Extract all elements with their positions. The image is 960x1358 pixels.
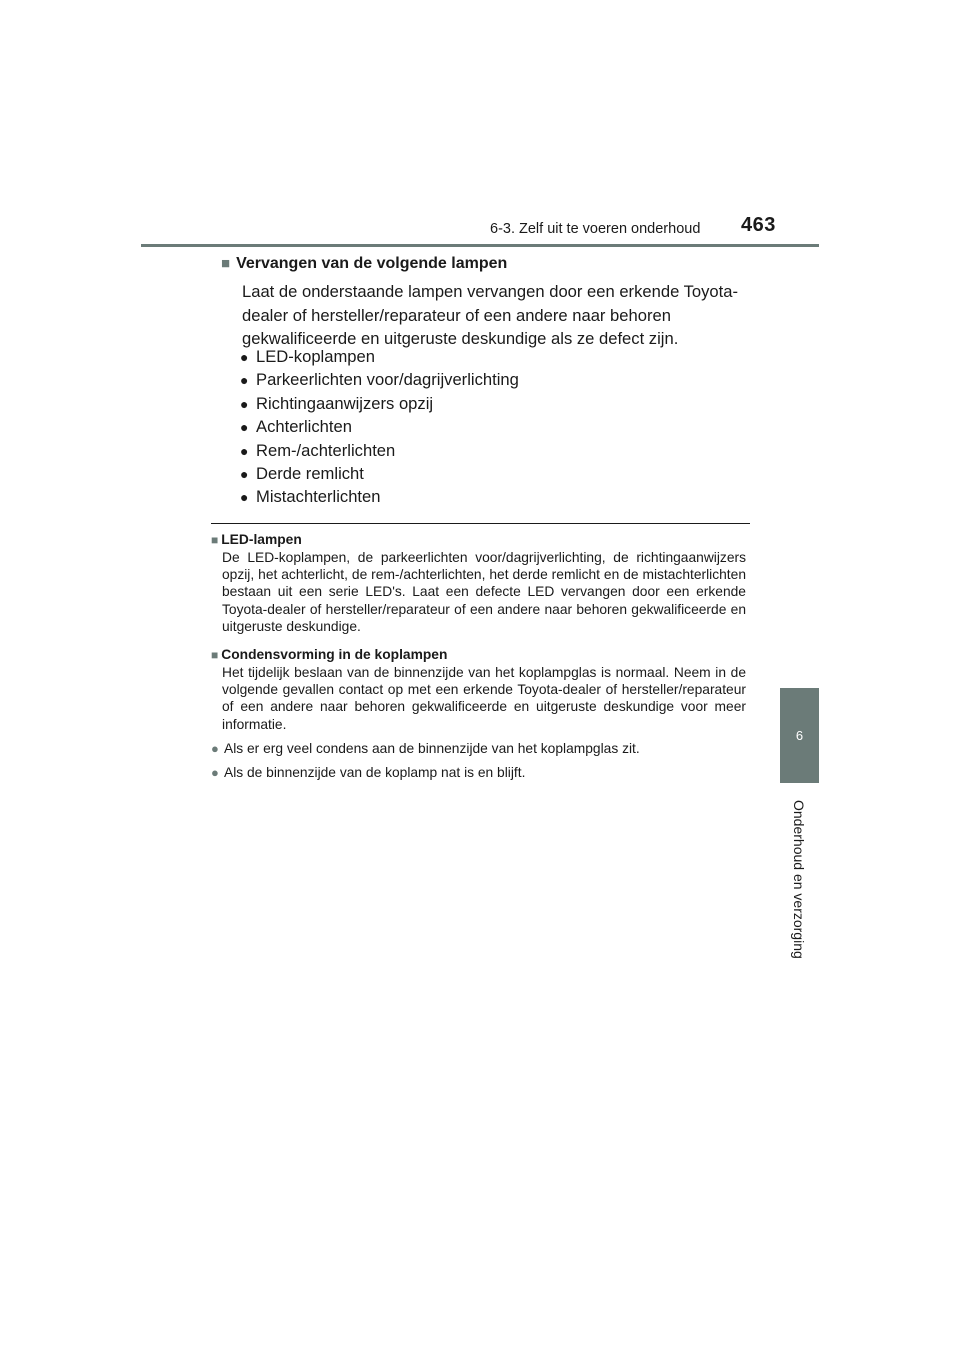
list-item: ● Rem-/achterlichten — [240, 439, 519, 462]
bullet-icon: ● — [240, 395, 249, 412]
chapter-number: 6 — [795, 728, 804, 743]
note-title: ■ LED-lampen — [211, 530, 746, 549]
list-item: ● LED-koplampen — [240, 345, 519, 368]
bullet-icon: ● — [211, 740, 219, 756]
page-number: 463 — [741, 214, 776, 236]
square-bullet-icon: ■ — [211, 648, 219, 662]
note-bullet-list — [211, 737, 746, 785]
note-led — [211, 530, 746, 635]
bullet-icon: ● — [240, 465, 249, 482]
bullet-icon: ● — [240, 489, 249, 506]
list-item: ● Parkeerlichten voor/dagrijverlichting — [240, 368, 519, 391]
bullet-icon: ● — [240, 372, 249, 389]
list-item: ● Als de binnenzijde van de koplamp nat is en blijft. — [211, 761, 746, 785]
main-heading — [221, 255, 507, 273]
note-condensation — [211, 645, 746, 785]
lamp-list — [240, 345, 519, 509]
list-item: ● Als er erg veel condens aan de binnenzijde van het koplampglas zit. — [211, 737, 746, 761]
note-text: Het tijdelijk beslaan van de binnenzijde van het koplampglas is normaal. Neem in de volgende gevallen contact op met een erkende Toyota-dealer of hersteller/reparateur of een andere naar behoren gekwalificeerde en uitgeruste deskundige voor meer informatie. — [222, 665, 746, 732]
chapter-title: Onderhoud en verzorging — [791, 800, 807, 959]
notes-divider — [211, 523, 750, 524]
note-text: De LED-koplampen, de parkeerlichten voor/dagrijverlichting, de richtingaanwijzers opzij, het achterlicht, de rem-/achterlichten, het derde remlicht en de mistachterlichten bestaan uit een serie LED's. Laat een defecte LED vervangen door een erkende Toyota-dealer of hersteller/reparateur of een andere naar behoren gekwalificeerde en uitgeruste deskundige. — [222, 550, 746, 634]
note-title: ■ Condensvorming in de koplampen — [211, 645, 746, 664]
square-bullet-icon: ■ — [221, 255, 231, 272]
list-item: ● Achterlichten — [240, 415, 519, 438]
header-divider — [141, 244, 819, 247]
chapter-tab[interactable] — [780, 688, 819, 783]
list-item: ● Derde remlicht — [240, 462, 519, 485]
bullet-icon: ● — [240, 419, 249, 436]
list-item: ● Richtingaanwijzers opzij — [240, 392, 519, 415]
bullet-icon: ● — [240, 442, 249, 459]
main-paragraph: Laat de onderstaande lampen vervangen door een erkende Toyota-dealer of hersteller/reparateur of een andere naar behoren gekwalificeerde en uitgeruste deskundige als ze defect zijn. — [242, 282, 739, 348]
bullet-icon: ● — [211, 764, 219, 780]
bullet-icon: ● — [240, 349, 249, 365]
section-title: 6-3. Zelf uit te voeren onderhoud — [490, 221, 701, 237]
square-bullet-icon: ■ — [211, 533, 219, 547]
list-item: ● Mistachterlichten — [240, 485, 519, 508]
main-heading-text: Vervangen van de volgende lampen — [236, 255, 508, 272]
